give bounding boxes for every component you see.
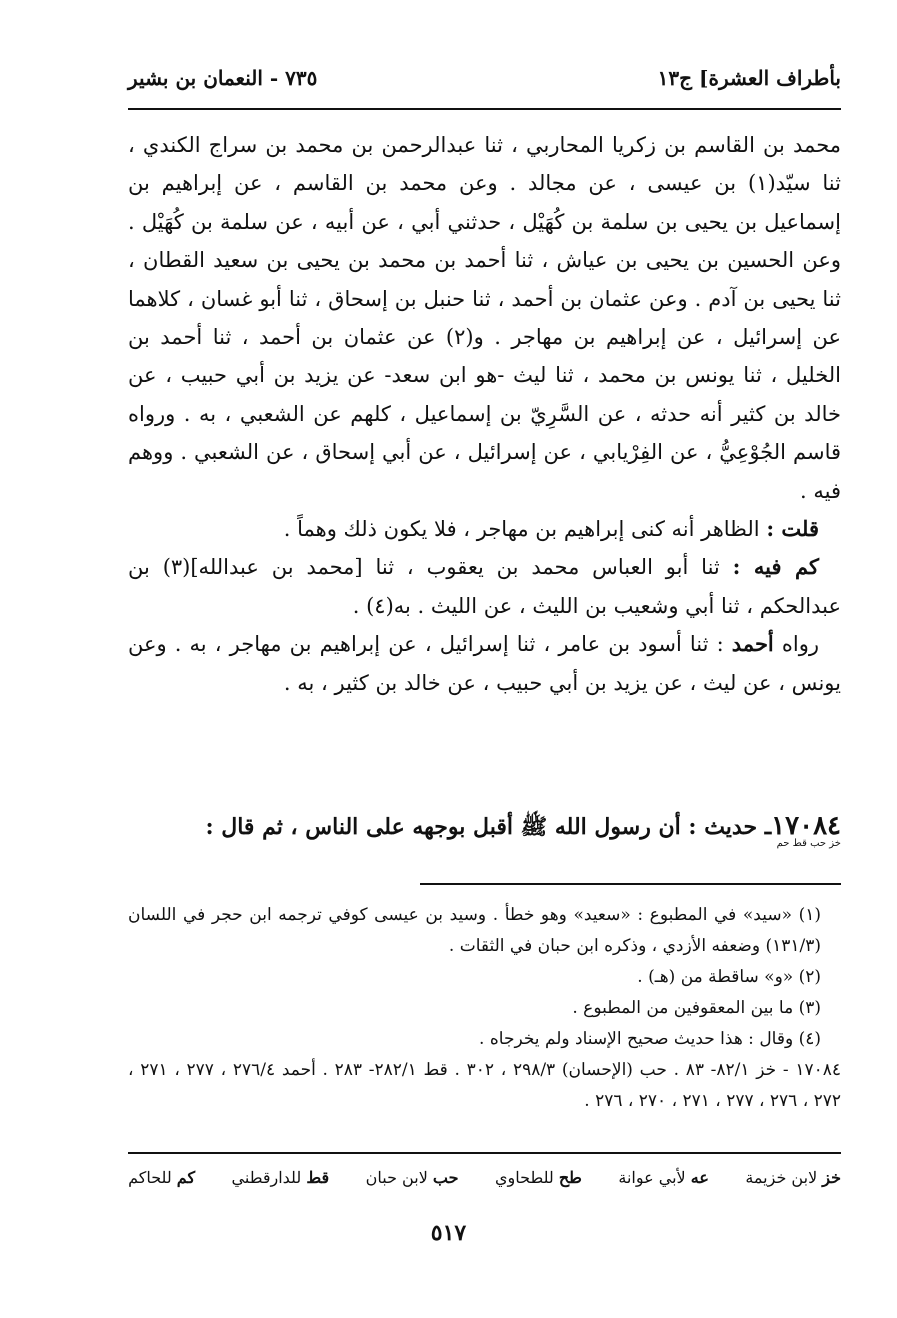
abbrev-item bbox=[745, 1168, 841, 1187]
kam-text: ثنا أبو العباس محمد بن يعقوب ، ثنا [محمد بن عبدالله](٣) بن عبدالحكم ، ثنا أبي وشعيب بن الليث ، عن الليث . به(٤) . bbox=[128, 555, 841, 618]
qultu-label: قلت : bbox=[766, 516, 819, 542]
abbrev-code: قط bbox=[306, 1168, 330, 1187]
main-text bbox=[128, 126, 841, 702]
paragraph-ahmad bbox=[128, 625, 841, 702]
header-book-title: بأطراف العشرة] ج١٣ bbox=[657, 66, 841, 90]
footnotes bbox=[128, 900, 841, 1117]
abbrev-name: لابن خزيمة bbox=[745, 1168, 818, 1187]
footnote-2: (٢) «و» ساقطة من (هـ) . bbox=[637, 967, 821, 987]
abbreviations-key bbox=[128, 1168, 841, 1187]
abbrev-code: خز bbox=[822, 1168, 841, 1187]
hadith-sigla: خز حب قط حم bbox=[776, 838, 841, 849]
abbrev-item bbox=[366, 1168, 459, 1187]
abbrev-item bbox=[128, 1168, 195, 1187]
abbrev-name: للطحاوي bbox=[494, 1168, 554, 1187]
hadith-number: ١٧٠٨٤ bbox=[771, 811, 841, 841]
header-rule bbox=[128, 108, 841, 110]
footnote-rule bbox=[420, 883, 841, 885]
footnote-4: (٤) وقال : هذا حديث صحيح الإسناد ولم يخرجاه . bbox=[479, 1029, 821, 1049]
abbrev-item bbox=[618, 1168, 709, 1187]
paragraph-qultu bbox=[128, 510, 841, 548]
source-references: ١٧٠٨٤ - خز ٨٢/١- ٨٣ . حب (الإحسان) ٢٩٨/٣ ، ٣٠٢ . قط ٢٨٢/١- ٢٨٣ . أحمد ٢٧٦/٤ ، ٢٧٧ ، ٢٧١ ، ٢٧٢ ، ٢٧٦ ، ٢٧٧ ، ٢٧١ ، ٢٧٠ ، ٢٧٦ . bbox=[128, 1060, 841, 1111]
ahmad-text: : ثنا أسود بن عامر ، ثنا إسرائيل ، عن إبراهيم بن مهاجر ، به . وعن يونس ، عن ليث ، عن يزيد بن أبي حبيب ، عن خالد بن كثير ، به . bbox=[128, 632, 841, 695]
abbrev-code: حب bbox=[432, 1168, 459, 1187]
hadith-heading bbox=[128, 808, 841, 849]
ahmad-label: أحمد bbox=[731, 631, 774, 657]
ahmad-prefix: رواه bbox=[773, 632, 819, 657]
abbrev-name: للدارقطني bbox=[231, 1168, 302, 1187]
header-section-title: ٧٣٥ - النعمان بن بشير bbox=[128, 66, 318, 90]
hadith-text: ـ حديث : أن رسول الله ﷺ أقبل بوجهه على الناس ، ثم قال : bbox=[205, 814, 772, 840]
paragraph-kam bbox=[128, 548, 841, 625]
abbrev-name: لابن حبان bbox=[365, 1168, 428, 1187]
abbrev-name: لأبي عوانة bbox=[618, 1168, 686, 1187]
page-number: ٥١٧ bbox=[430, 1220, 467, 1246]
abbrev-item bbox=[495, 1168, 582, 1187]
abbrev-code: كم bbox=[176, 1168, 196, 1187]
abbrev-name: للحاكم bbox=[128, 1168, 172, 1187]
paragraph-chain: محمد بن القاسم بن زكريا المحاربي ، ثنا عبدالرحمن بن محمد بن سراج الكندي ، ثنا سيّد(١) بن عيسى ، عن مجالد . وعن محمد بن القاسم ، عن إبراهيم بن إسماعيل بن يحيى بن سلمة بن كُهَيْل ، حدثني أبي ، عن أبيه ، عن سلمة بن كُهَيْل . وعن الحسين بن يحيى بن عياش ، ثنا أحمد بن محمد بن يحيى بن سعيد القطان ، ثنا يحيى بن آدم . وعن عثمان بن أحمد ، ثنا حنبل بن إسحاق ، ثنا أبو غسان ، كلاهما عن إسرائيل ، عن إبراهيم بن مهاجر . و(٢) عن عثمان بن أحمد ، ثنا أحمد بن الخليل ، ثنا يونس بن محمد ، ثنا ليث -هو ابن سعد- عن يزيد بن أبي حبيب ، عن خالد بن كثير أنه حدثه ، عن السَّرِيّ بن إسماعيل ، كلهم عن الشعبي ، به . ورواه قاسم الجُوْعِيُّ ، عن الفِرْيابي ، عن إسرائيل ، عن أبي إسحاق ، عن الشعبي . ووهم فيه . bbox=[128, 133, 842, 503]
running-header bbox=[128, 58, 841, 98]
abbrev-item bbox=[232, 1168, 330, 1187]
abbrev-code: طح bbox=[558, 1168, 582, 1187]
footnote-3: (٣) ما بين المعقوفين من المطبوع . bbox=[572, 998, 821, 1018]
footnote-1: (١) «سيد» في المطبوع : «سعيد» وهو خطأ . وسيد بن عيسى كوفي ترجمه ابن حجر في اللسان (١٣١/٣) وضعفه الأزدي ، وذكره ابن حبان في الثقات . bbox=[128, 905, 821, 956]
abbreviations-rule bbox=[128, 1152, 841, 1154]
kam-label: كم فيه : bbox=[732, 554, 820, 580]
qultu-text: الظاهر أنه كنى إبراهيم بن مهاجر ، فلا يكون ذلك وهماً . bbox=[283, 517, 767, 542]
abbrev-code: عه bbox=[690, 1168, 709, 1187]
